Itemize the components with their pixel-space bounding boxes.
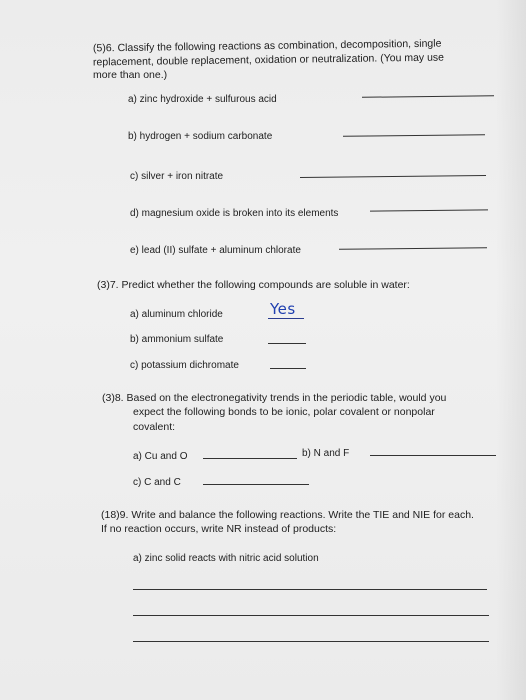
q8-item-c: c) C and C [133, 477, 181, 488]
q6-item-d: d) magnesium oxide is broken into its elements [130, 208, 339, 219]
q6-answer-line-b[interactable] [343, 134, 485, 136]
q9-answer-line-2[interactable] [133, 615, 489, 616]
q6-item-e: e) lead (II) sulfate + aluminum chlorate [130, 245, 301, 256]
q6-item-c: c) silver + iron nitrate [130, 171, 224, 182]
q7-answer-line-a[interactable] [268, 318, 304, 319]
q7-answer-line-b[interactable] [268, 343, 306, 344]
q8-answer-line-a[interactable] [203, 458, 297, 459]
q8-header-line-3: covalent: [133, 421, 176, 433]
q9-answer-line-1[interactable] [133, 589, 487, 590]
q7-answer-line-c[interactable] [270, 368, 306, 369]
q8-answer-line-b[interactable] [370, 455, 496, 456]
q7-item-b: b) ammonium sulfate [130, 334, 224, 345]
q6-answer-line-c[interactable] [300, 175, 486, 178]
q6-item-a: a) zinc hydroxide + sulfurous acid [128, 94, 277, 105]
q8-item-a: a) Cu and O [133, 451, 188, 462]
q8-header-line-2: expect the following bonds to be ionic, polar covalent or nonpolar [133, 406, 435, 418]
q9-header-line-2: If no reaction occurs, write NR instead of products: [101, 523, 337, 535]
q7-header: (3)7. Predict whether the following compounds are soluble in water: [97, 279, 410, 291]
q9-header-line-1: (18)9. Write and balance the following reactions. Write the TIE and NIE for each. [101, 509, 474, 521]
q7-item-c: c) potassium dichromate [130, 360, 239, 371]
q6-answer-line-d[interactable] [370, 209, 488, 211]
q6-answer-line-a[interactable] [362, 95, 494, 98]
page-shadow [496, 0, 526, 700]
q6-header-line-2: replacement, double replacement, oxidation or neutralization. (You may use [92, 51, 445, 69]
q9-answer-line-3[interactable] [133, 641, 489, 642]
q8-item-b: b) N and F [302, 448, 350, 459]
q6-answer-line-e[interactable] [339, 247, 487, 250]
q6-item-b: b) hydrogen + sodium carbonate [128, 131, 273, 142]
q6-header-line-3: more than one.) [93, 69, 168, 81]
q9-item-a: a) zinc solid reacts with nitric acid solution [133, 553, 319, 564]
q7-handwritten-answer-a: Yes [270, 300, 296, 318]
q6-header-line-1: (5)6. Classify the following reactions as combination, decomposition, single [92, 37, 442, 55]
q7-item-a: a) aluminum chloride [130, 309, 223, 320]
q8-header-line-1: (3)8. Based on the electronegativity trends in the periodic table, would you [102, 392, 447, 404]
q8-answer-line-c[interactable] [203, 484, 309, 485]
